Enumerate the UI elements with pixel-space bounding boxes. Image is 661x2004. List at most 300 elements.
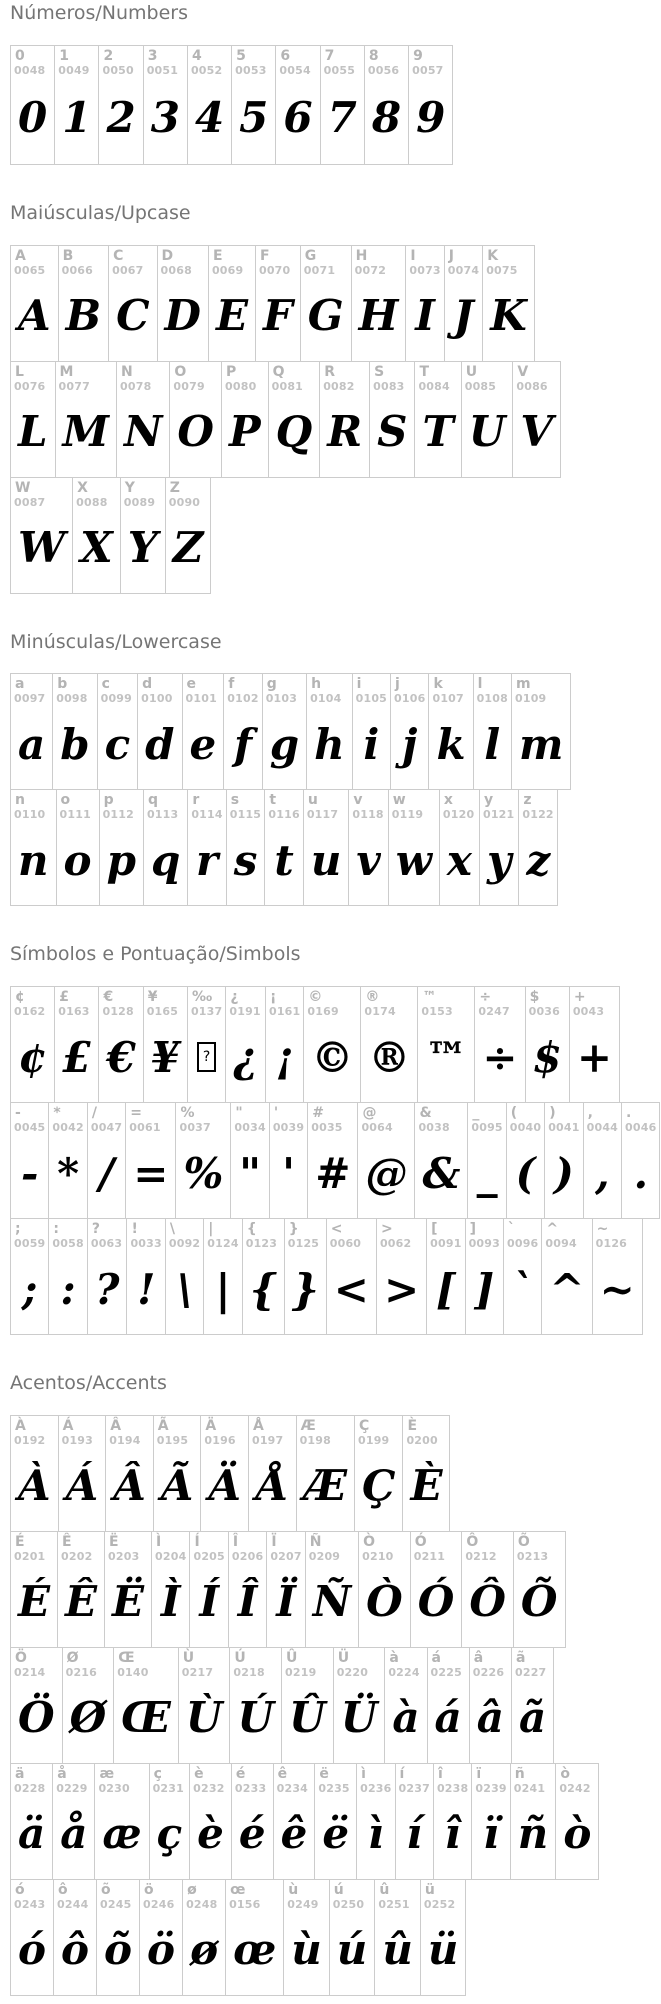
glyph-preview: T: [422, 407, 454, 457]
glyph-cell: [420, 1879, 467, 1996]
glyph-code: 0106: [394, 692, 426, 706]
glyph-label: Ö: [15, 1649, 27, 1666]
glyph-cell: [511, 1647, 554, 1764]
glyph-label: 4: [191, 47, 202, 64]
glyph-label: È: [407, 1417, 418, 1434]
glyph-label: Ñ: [309, 1533, 322, 1550]
glyph-cell: [352, 673, 391, 790]
glyph-code: 0057: [412, 63, 444, 77]
glyph-code: 0246: [143, 1897, 175, 1911]
glyph-label: ¢: [15, 989, 25, 1005]
glyph-label: A: [15, 247, 26, 264]
glyph-label: .: [626, 1105, 632, 1121]
glyph-label: ù: [288, 1881, 299, 1898]
glyph-preview: á: [434, 1693, 462, 1743]
glyph-label: ú: [333, 1881, 344, 1898]
glyph-cell: [10, 1218, 49, 1335]
glyph-preview: @: [365, 1148, 408, 1198]
glyph-cell: [390, 673, 429, 790]
glyph-preview: o: [63, 835, 92, 885]
glyph-cell: [384, 1647, 427, 1764]
glyph-label: à: [389, 1649, 399, 1666]
glyph-label: €: [103, 989, 114, 1005]
glyph-cell: [72, 477, 121, 594]
glyph-code: 0074: [447, 263, 480, 277]
glyph-preview: À: [18, 1461, 51, 1511]
glyph-code: 0080: [225, 379, 257, 393]
glyph-code: 0069: [211, 263, 244, 277]
glyph-cell: [369, 361, 415, 478]
glyph-cell: [143, 45, 188, 165]
glyph-label: Y: [124, 479, 135, 496]
glyph-label: g: [266, 676, 277, 693]
glyph-row: [10, 361, 561, 478]
glyph-label: >: [380, 1221, 393, 1237]
glyph-preview: 9: [416, 92, 446, 142]
glyph-cell: [300, 245, 352, 362]
glyph-preview: ]: [474, 1264, 495, 1314]
glyph-cell: [169, 361, 222, 478]
glyph-label: Z: [169, 479, 180, 496]
glyph-code: 0100: [141, 692, 173, 706]
glyph-cell: [143, 986, 188, 1103]
glyph-code: 0097: [14, 692, 46, 706]
glyph-cell: [283, 1879, 330, 1996]
glyph-preview: æ: [102, 1809, 142, 1859]
glyph-preview: >: [383, 1264, 420, 1314]
glyph-cell: [151, 1531, 190, 1648]
glyph-cell: [62, 1647, 115, 1764]
glyph-preview: Û: [289, 1693, 326, 1743]
glyph-code: 0119: [391, 808, 424, 822]
glyph-cell: [320, 45, 365, 165]
glyph-cell: [10, 1763, 53, 1880]
glyph-code: 0191: [229, 1005, 261, 1019]
glyph-cell: [621, 1102, 660, 1219]
glyph-preview: Ì: [160, 1577, 181, 1627]
glyph-label: ê: [277, 1765, 288, 1782]
glyph-row: [10, 1647, 554, 1764]
glyph-code: 0046: [625, 1121, 657, 1135]
glyph-cell: [482, 245, 535, 362]
glyph-preview: [: [435, 1264, 456, 1314]
glyph-grid-symbols: [10, 986, 660, 1335]
glyph-code: 0114: [191, 808, 223, 822]
glyph-preview: Q: [275, 407, 313, 457]
glyph-code: 0112: [102, 808, 134, 822]
glyph-row: [10, 673, 571, 790]
glyph-cell: [10, 361, 56, 478]
glyph-label: ô: [58, 1881, 68, 1898]
glyph-code: 0226: [472, 1665, 505, 1679]
glyph-label: ø: [187, 1881, 197, 1898]
glyph-preview: -: [20, 1148, 39, 1198]
glyph-cell: [157, 245, 209, 362]
glyph-cell: [58, 1415, 107, 1532]
glyph-preview: Õ: [520, 1577, 558, 1627]
glyph-cell: [518, 789, 558, 906]
glyph-code: 0123: [245, 1237, 278, 1251]
glyph-label: |: [208, 1221, 214, 1237]
glyph-code: 0060: [329, 1237, 362, 1251]
glyph-label: œ: [230, 1881, 246, 1898]
glyph-label: &: [419, 1105, 432, 1121]
glyph-cell: [428, 673, 473, 790]
glyph-cell: [10, 1415, 59, 1532]
glyph-preview: =: [133, 1148, 169, 1198]
glyph-cell: [187, 45, 232, 165]
glyph-preview: +: [576, 1032, 613, 1082]
glyph-preview: Ù: [185, 1693, 223, 1743]
glyph-preview: H: [358, 291, 399, 341]
glyph-preview: ©: [311, 1032, 354, 1082]
glyph-preview: [188, 1018, 225, 1102]
glyph-code: 0241: [513, 1781, 546, 1795]
glyph-preview: ó: [18, 1925, 47, 1975]
glyph-preview: g: [269, 719, 300, 769]
glyph-preview: b: [60, 719, 90, 769]
glyph-label: u: [307, 792, 318, 809]
glyph-preview: R: [327, 407, 363, 457]
glyph-cell: [265, 986, 304, 1103]
glyph-preview: î: [444, 1809, 461, 1859]
glyph-code: 0049: [58, 63, 90, 77]
glyph-preview: :: [60, 1264, 76, 1314]
glyph-code: 0067: [112, 263, 144, 277]
glyph-label: =: [130, 1105, 142, 1121]
glyph-preview: È: [410, 1461, 443, 1511]
glyph-label: _: [472, 1105, 480, 1121]
glyph-code: 0227: [514, 1665, 547, 1679]
glyph-cell: [479, 789, 519, 906]
glyph-label: d: [142, 676, 153, 693]
glyph-cell: [376, 1218, 427, 1335]
glyph-code: 0101: [185, 692, 217, 706]
glyph-preview: %: [183, 1148, 224, 1198]
glyph-code: 0137: [190, 1005, 223, 1019]
glyph-preview: ": [239, 1148, 262, 1198]
glyph-label: r: [192, 792, 200, 809]
glyph-label: /: [91, 1105, 97, 1121]
glyph-code: 0072: [354, 263, 387, 277]
glyph-code: 0230: [98, 1781, 130, 1795]
glyph-preview: ¢: [18, 1032, 48, 1082]
glyph-preview: J: [453, 291, 474, 341]
glyph-preview: Ë: [112, 1577, 145, 1627]
glyph-row: [10, 477, 211, 594]
glyph-preview: ö: [147, 1925, 176, 1975]
glyph-preview: Î: [237, 1577, 258, 1627]
glyph-preview: Y: [127, 523, 158, 573]
glyph-preview: z: [526, 835, 551, 885]
glyph-code: 0081: [271, 379, 304, 393]
glyph-code: 0117: [306, 808, 339, 822]
glyph-cell: [225, 986, 266, 1103]
glyph-label: <: [330, 1221, 343, 1237]
glyph-code: 0036: [528, 1005, 561, 1019]
section-accents: [10, 1372, 651, 1996]
glyph-label: P: [226, 363, 237, 380]
glyph-label: W: [15, 479, 31, 496]
glyph-grid-uppercase: [10, 245, 561, 594]
glyph-cell: [303, 986, 361, 1103]
glyph-preview: Ô: [469, 1577, 506, 1627]
glyph-code: 0079: [173, 379, 205, 393]
glyph-cell: [525, 986, 570, 1103]
glyph-preview: <: [333, 1264, 369, 1314]
glyph-preview: Ñ: [312, 1577, 352, 1627]
glyph-cell: [356, 1763, 395, 1880]
glyph-cell: [54, 986, 99, 1103]
glyph-preview: ñ: [517, 1809, 549, 1859]
glyph-cell: [395, 1763, 434, 1880]
glyph-preview: E: [215, 291, 248, 341]
glyph-preview: û: [382, 1925, 413, 1975]
glyph-preview: ï: [483, 1809, 500, 1859]
glyph-cell: [187, 789, 226, 906]
glyph-preview: P: [229, 407, 261, 457]
glyph-code: 0247: [478, 1005, 510, 1019]
glyph-code: 0194: [109, 1433, 141, 1447]
glyph-code: 0058: [52, 1237, 84, 1251]
glyph-preview: &: [422, 1148, 461, 1198]
glyph-code: 0102: [227, 692, 259, 706]
glyph-preview: Â: [113, 1461, 146, 1511]
glyph-cell: [592, 1218, 643, 1335]
glyph-cell: [10, 245, 59, 362]
glyph-cell: [108, 245, 157, 362]
glyph-label: 3: [147, 47, 158, 64]
glyph-code: 0228: [14, 1781, 46, 1795]
glyph-label: Œ: [118, 1649, 135, 1666]
glyph-label: z: [523, 792, 532, 809]
glyph-cell: [10, 1647, 63, 1764]
glyph-label: ©: [308, 989, 323, 1005]
glyph-cell: [187, 986, 226, 1103]
glyph-cell: [104, 1531, 152, 1648]
section-title-symbols: Símbolos e Pontuação/Simbols: [10, 943, 301, 966]
glyph-preview: ™: [425, 1032, 468, 1082]
glyph-preview: å: [60, 1809, 88, 1859]
glyph-preview: 6: [283, 92, 313, 142]
glyph-code: 0083: [373, 379, 405, 393]
glyph-preview: y: [486, 835, 512, 885]
glyph-label: \: [169, 1221, 175, 1237]
glyph-preview: x: [446, 835, 472, 885]
glyph-cell: [555, 1763, 599, 1880]
glyph-label: o: [60, 792, 71, 809]
glyph-label: f: [228, 676, 235, 693]
glyph-label: H: [355, 247, 368, 264]
glyph-code: 0200: [406, 1433, 438, 1447]
glyph-preview: ¥: [150, 1032, 180, 1082]
glyph-code: 0239: [475, 1781, 507, 1795]
glyph-preview: ô: [61, 1925, 90, 1975]
glyph-preview: w: [395, 835, 432, 885]
glyph-label: q: [147, 792, 158, 809]
glyph-code: 0103: [265, 692, 298, 706]
glyph-cell: [374, 1879, 421, 1996]
glyph-code: 0071: [303, 263, 336, 277]
glyph-code: 0109: [515, 692, 547, 706]
glyph-preview: Ç: [362, 1461, 396, 1511]
glyph-cell: [98, 45, 143, 165]
glyph-code: 0116: [268, 808, 300, 822]
glyph-code: 0220: [336, 1665, 369, 1679]
glyph-cell: [467, 1102, 506, 1219]
glyph-cell: [182, 673, 225, 790]
glyph-code: 0245: [100, 1897, 132, 1911]
glyph-preview: ã: [518, 1693, 547, 1743]
glyph-cell: [48, 1218, 87, 1335]
glyph-cell: [231, 1763, 274, 1880]
glyph-cell: [426, 1218, 465, 1335]
glyph-label: T: [419, 363, 430, 380]
glyph-cell: [408, 45, 453, 165]
glyph-cell: [189, 1531, 228, 1648]
glyph-code: 0217: [181, 1665, 214, 1679]
glyph-label: 7: [324, 47, 335, 64]
glyph-row: [10, 1879, 466, 1996]
glyph-code: 0044: [586, 1121, 619, 1135]
glyph-cell: [149, 1763, 191, 1880]
glyph-preview: X: [80, 523, 113, 573]
glyph-label: ñ: [514, 1765, 525, 1782]
glyph-label: -: [15, 1105, 21, 1121]
glyph-label: l: [477, 676, 483, 693]
glyph-preview: 4: [194, 92, 225, 142]
glyph-preview: ä: [18, 1809, 46, 1859]
glyph-cell: [513, 1531, 566, 1648]
glyph-label: 8: [368, 47, 379, 64]
glyph-label: Ò: [363, 1533, 376, 1550]
glyph-cell: [444, 245, 483, 362]
glyph-label: j: [395, 676, 400, 693]
glyph-row: [10, 45, 453, 165]
glyph-cell: [264, 789, 303, 906]
glyph-code: 0198: [299, 1433, 331, 1447]
glyph-preview: q: [150, 835, 181, 885]
glyph-code: 0199: [358, 1433, 390, 1447]
glyph-cell: [248, 1415, 297, 1532]
glyph-preview: D: [164, 291, 201, 341]
glyph-code: 0250: [332, 1897, 365, 1911]
glyph-code: 0078: [120, 379, 152, 393]
glyph-cell: [474, 986, 525, 1103]
glyph-label: ': [273, 1105, 279, 1121]
glyph-label: x: [443, 792, 453, 809]
glyph-code: 0238: [436, 1781, 469, 1795]
glyph-cell: [510, 1763, 557, 1880]
glyph-cell: [116, 361, 170, 478]
glyph-label: ÷: [479, 989, 492, 1005]
glyph-row: [10, 1102, 660, 1219]
glyph-preview: à: [392, 1693, 420, 1743]
glyph-preview: ?: [94, 1264, 120, 1314]
glyph-code: 0162: [14, 1005, 46, 1019]
glyph-cell: [414, 1102, 468, 1219]
section-title-uppercase: Maiúsculas/Upcase: [10, 201, 191, 224]
glyph-cell: [230, 1102, 269, 1219]
glyph-cell: [226, 789, 266, 906]
glyph-code: 0047: [90, 1121, 123, 1135]
glyph-code: 0225: [430, 1665, 462, 1679]
glyph-cell: [10, 789, 57, 906]
glyph-cell: [165, 1218, 204, 1335]
glyph-cell: [333, 1647, 386, 1764]
glyph-code: 0224: [388, 1665, 420, 1679]
glyph-label: `: [508, 1221, 515, 1237]
glyph-row: [10, 1763, 599, 1880]
glyph-preview: Z: [172, 523, 204, 573]
glyph-code: 0248: [186, 1897, 218, 1911]
glyph-label: è: [194, 1765, 204, 1782]
glyph-code: 0169: [307, 1005, 339, 1019]
glyph-preview: I: [415, 291, 435, 341]
glyph-preview: `: [512, 1264, 534, 1314]
glyph-label: ç: [153, 1765, 162, 1782]
glyph-preview: 2: [106, 92, 136, 142]
glyph-code: 0065: [14, 263, 46, 277]
glyph-label: V: [517, 363, 529, 380]
glyph-preview: ò: [563, 1809, 592, 1859]
glyph-preview: 0: [18, 92, 48, 142]
glyph-row: [10, 1415, 450, 1532]
glyph-label: ®: [365, 989, 380, 1005]
glyph-cell: [433, 1763, 472, 1880]
glyph-code: 0201: [14, 1549, 46, 1563]
glyph-cell: [10, 1879, 54, 1996]
glyph-code: 0061: [129, 1121, 161, 1135]
glyph-preview: L: [18, 407, 48, 457]
glyph-label: I: [410, 247, 416, 264]
glyph-label: ä: [15, 1765, 25, 1782]
glyph-preview: n: [18, 835, 49, 885]
glyph-label: ~: [596, 1221, 609, 1237]
glyph-cell: [255, 245, 301, 362]
glyph-cell: [461, 361, 514, 478]
glyph-label: ¡: [269, 989, 277, 1005]
glyph-preview: £: [62, 1032, 92, 1082]
glyph-label: e: [186, 676, 197, 693]
glyph-label: m: [516, 676, 531, 693]
glyph-preview: !: [136, 1264, 156, 1314]
glyph-code: 0088: [76, 495, 108, 509]
glyph-label: E: [212, 247, 223, 264]
glyph-cell: [10, 986, 55, 1103]
glyph-code: 0236: [360, 1781, 392, 1795]
glyph-cell: [402, 1415, 450, 1532]
glyph-preview: e: [189, 719, 217, 769]
glyph-preview: p: [106, 835, 136, 885]
glyph-cell: [52, 673, 97, 790]
glyph-code: 0054: [279, 63, 311, 77]
glyph-preview: i: [363, 719, 380, 769]
glyph-cell: [388, 789, 440, 906]
glyph-preview: *: [57, 1148, 80, 1198]
glyph-cell: [10, 1102, 49, 1219]
glyph-code: 0128: [102, 1005, 134, 1019]
glyph-cell: [54, 45, 99, 165]
glyph-code: 0063: [90, 1237, 123, 1251]
glyph-cell: [512, 361, 561, 478]
glyph-label: L: [15, 363, 24, 380]
glyph-label: M: [59, 363, 74, 380]
glyph-code: 0099: [100, 692, 133, 706]
glyph-code: 0161: [268, 1005, 301, 1019]
glyph-code: 0094: [545, 1237, 577, 1251]
glyph-preview: 7: [327, 92, 357, 142]
